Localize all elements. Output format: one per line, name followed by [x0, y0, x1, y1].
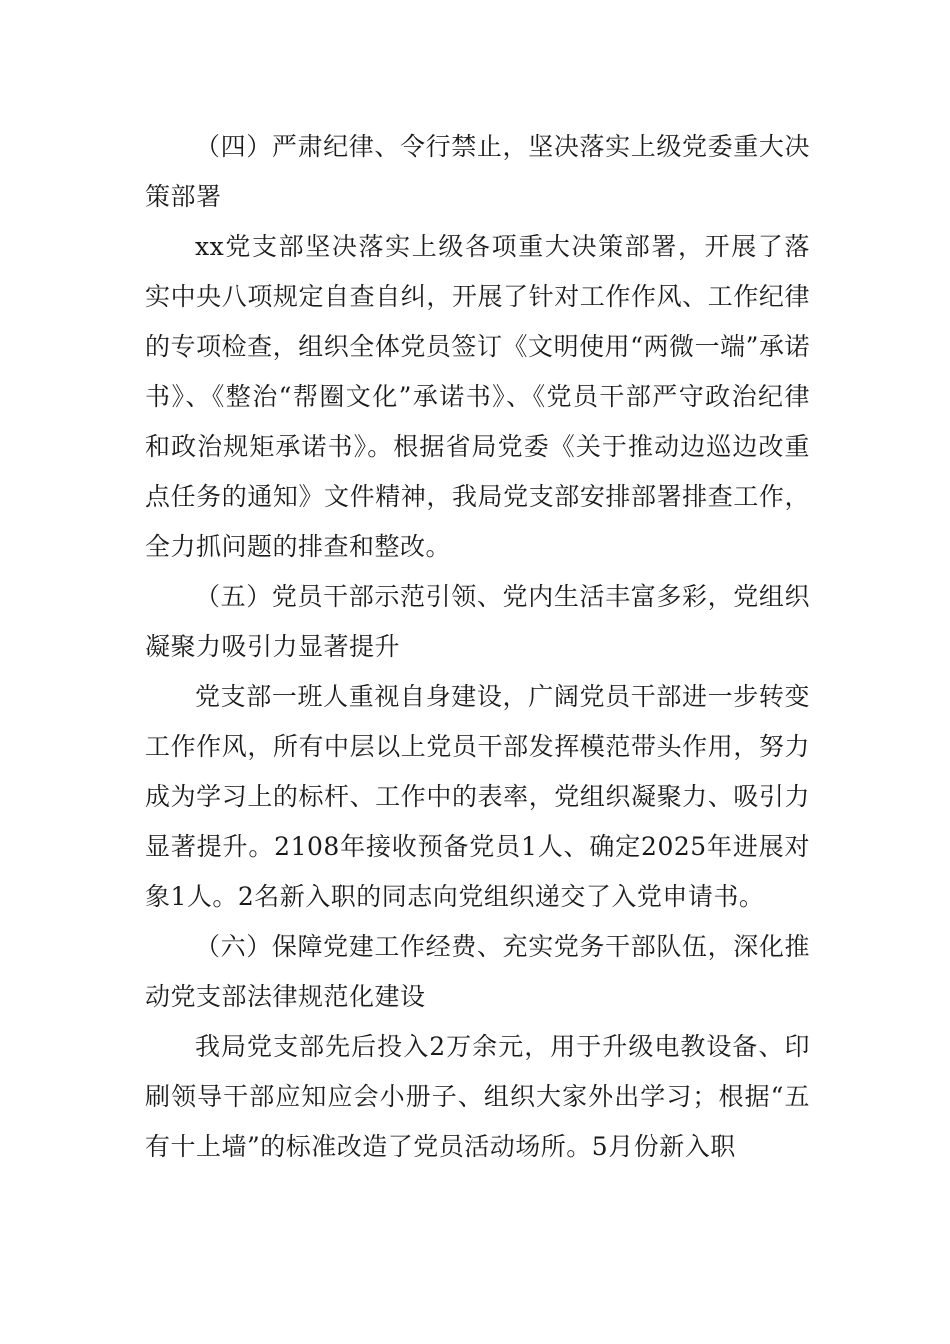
section-heading-4: （四）严肃纪律、令行禁止，坚决落实上级党委重大决策部署: [145, 132, 810, 211]
document-body: [145, 122, 810, 1172]
section-body-4: xx党支部坚决落实上级各项重大决策部署，开展了落实中央八项规定自查自纠，开展了针对工作作风、工作纪律的专项检查，组织全体党员签订《文明使用“两微一端”承诺书》、《整治“帮圈文化”承诺书》、《党员干部严守政治纪律和政治规矩承诺书》。根据省局党委《关于推动边巡边改重点任务的通知》文件精神，我局党支部安排部署排查工作，全力抓问题的排查和整改。: [145, 232, 810, 561]
section-heading-5: （五）党员干部示范引领、党内生活丰富多彩，党组织凝聚力吸引力显著提升: [145, 582, 810, 661]
section-body-6: 我局党支部先后投入2万余元，用于升级电教设备、印刷领导干部应知应会小册子、组织大家外出学习；根据“五有十上墙”的标准改造了党员活动场所。5月份新入职: [145, 1032, 810, 1161]
section-body-5: 党支部一班人重视自身建设，广阔党员干部进一步转变工作作风，所有中层以上党员干部发挥模范带头作用，努力成为学习上的标杆、工作中的表率，党组织凝聚力、吸引力显著提升。2108年接收预备党员1人、确定2025年进展对象1人。2名新入职的同志向党组织递交了入党申请书。: [145, 682, 810, 911]
section-heading-6: （六）保障党建工作经费、充实党务干部队伍，深化推动党支部法律规范化建设: [145, 932, 810, 1011]
